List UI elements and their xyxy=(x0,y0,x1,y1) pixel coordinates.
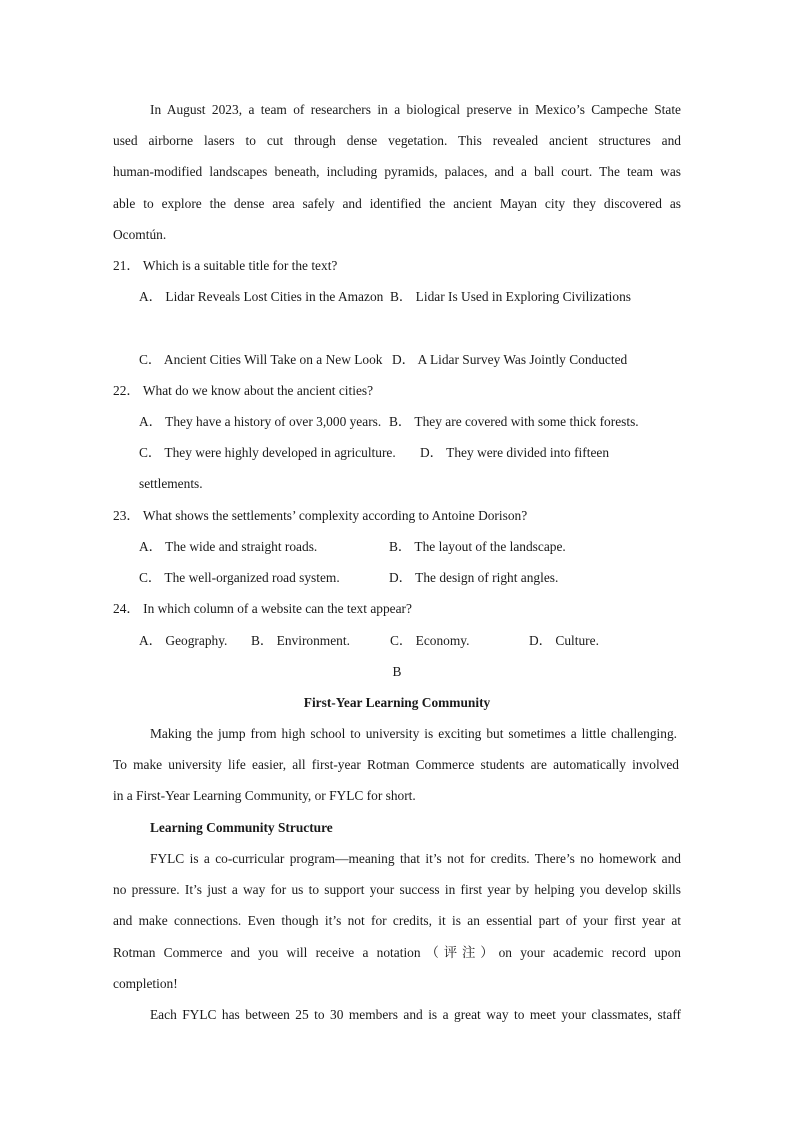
para1-line-3: in a First-Year Learning Community, or FYLC for short. xyxy=(113,788,416,803)
q22-option-d: D． They were divided into fifteen xyxy=(420,445,610,460)
q23-option-c: C． The well-organized road system. xyxy=(139,570,340,585)
q22-stem: 22． What do we know about the ancient cities? xyxy=(113,383,374,398)
passage-a-line-3: human-modified landscapes beneath, including pyramids, palaces, and a ball court. The team was xyxy=(113,164,681,179)
q21-option-a: A． Lidar Reveals Lost Cities in the Amazon xyxy=(139,289,384,304)
q22-option-c: C． They were highly developed in agriculture. xyxy=(139,445,396,460)
para2-line-1: FYLC is a co-curricular program—meaning that it’s not for credits. There’s no homework and xyxy=(150,851,681,866)
passage-a-line-2: used airborne lasers to cut through dense vegetation. This revealed ancient structures and xyxy=(113,133,681,148)
passage-a-line-1: In August 2023, a team of researchers in a biological preserve in Mexico’s Campeche State xyxy=(150,102,681,117)
q22-option-a: A． They have a history of over 3,000 years. xyxy=(139,414,382,429)
q23-option-b: B． The layout of the landscape. xyxy=(389,539,566,554)
subheading: Learning Community Structure xyxy=(150,820,333,835)
q24-option-b: B． Environment. xyxy=(251,633,350,648)
section-title: First-Year Learning Community xyxy=(303,695,491,710)
q24-option-d: D． Culture. xyxy=(529,633,599,648)
q23-option-d: D． The design of right angles. xyxy=(389,570,559,585)
para3-line-1: Each FYLC has between 25 to 30 members and is a great way to meet your classmates, staff xyxy=(150,1007,681,1022)
q24-option-a: A． Geography. xyxy=(139,633,228,648)
para2-line-2: no pressure. It’s just a way for us to support your success in first year by helping you develop skills xyxy=(113,882,681,897)
q21-stem: 21． Which is a suitable title for the text? xyxy=(113,258,338,273)
para1-line-2: To make university life easier, all first-year Rotman Commerce students are automatically involved xyxy=(113,757,679,772)
q22-option-b: B． They are covered with some thick forests. xyxy=(389,414,639,429)
passage-a-line-4: able to explore the dense area safely and identified the ancient Mayan city they discovered as xyxy=(113,196,681,211)
para2-line-3: and make connections. Even though it’s not for credits, it is an essential part of your first year at xyxy=(113,913,681,928)
q23-option-a: A． The wide and straight roads. xyxy=(139,539,318,554)
q21-option-b: B． Lidar Is Used in Exploring Civilizations xyxy=(390,289,632,304)
q24-option-c: C． Economy. xyxy=(390,633,470,648)
q21-option-c: C． Ancient Cities Will Take on a New Look xyxy=(139,352,383,367)
q23-stem: 23． What shows the settlements’ complexity according to Antoine Dorison? xyxy=(113,508,528,523)
passage-a-line-5: Ocomtún. xyxy=(113,227,167,242)
q22-option-d-continued: settlements. xyxy=(139,476,203,491)
q21-option-d: D． A Lidar Survey Was Jointly Conducted xyxy=(392,352,628,367)
para2-line-5: completion! xyxy=(113,976,178,991)
para1-line-1: Making the jump from high school to university is exciting but sometimes a little challenging. xyxy=(150,726,677,741)
q24-stem: 24． In which column of a website can the text appear? xyxy=(113,601,412,616)
para2-line-4: Rotman Commerce and you will receive a notation（评注）on your academic record upon xyxy=(113,945,681,960)
section-label: B xyxy=(392,664,402,679)
